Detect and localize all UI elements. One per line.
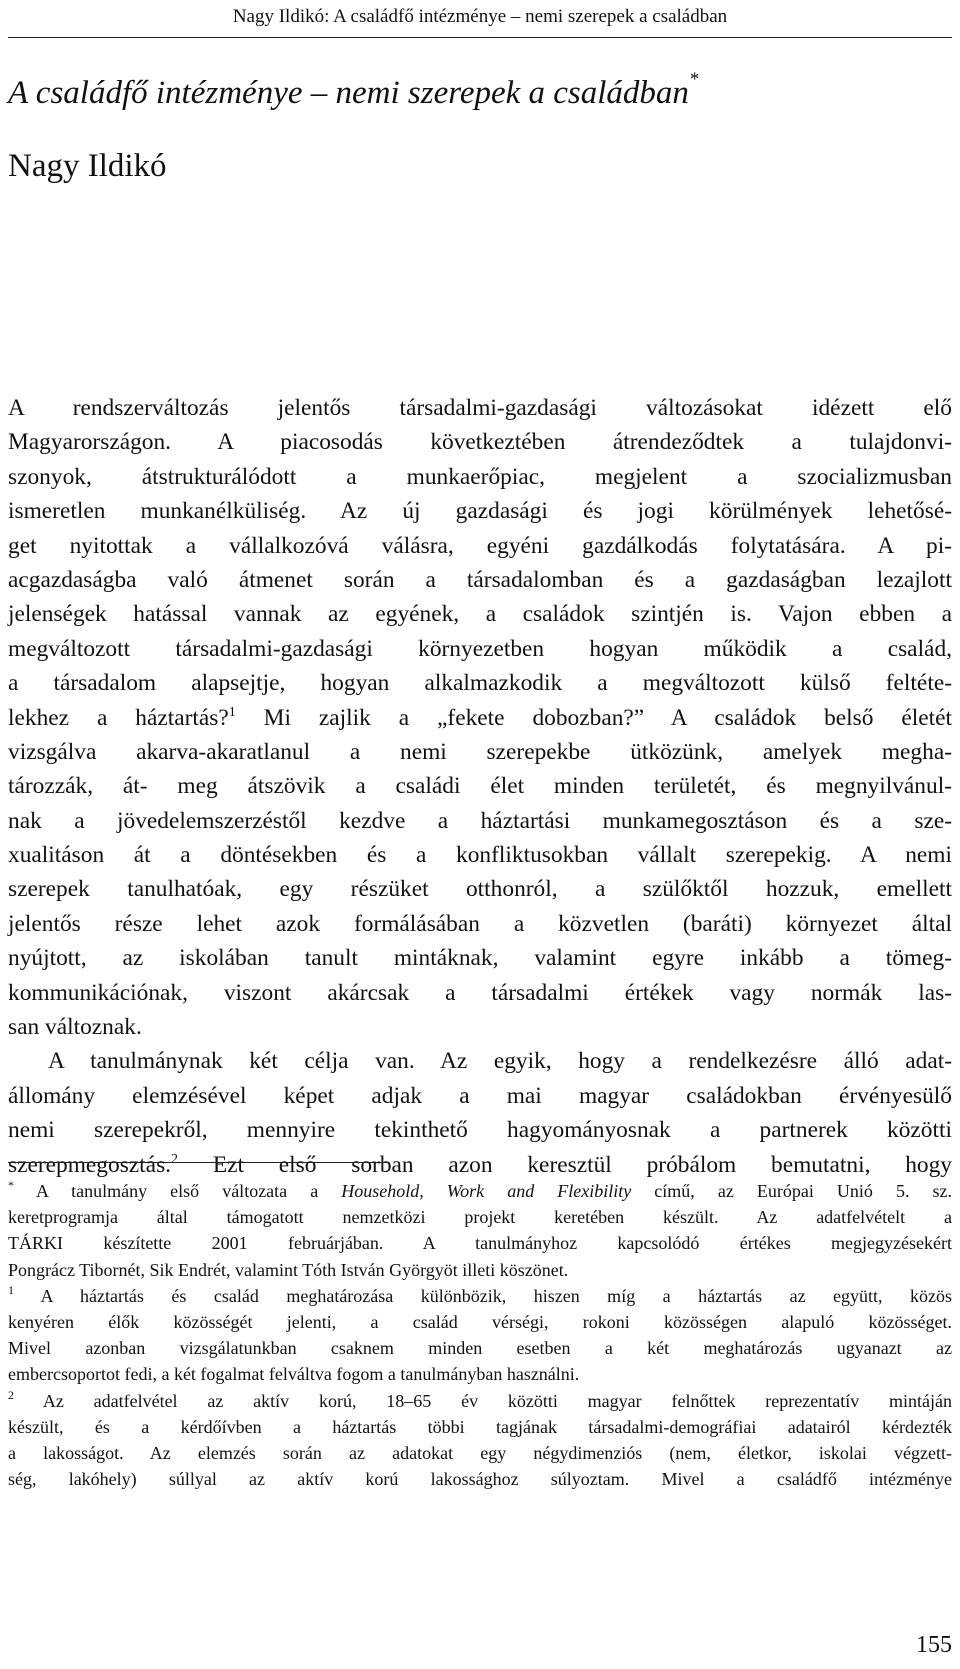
body-line: [8, 1148, 952, 1182]
footnote-italic-title: Household, Work and Flexibility: [341, 1181, 632, 1201]
footnote-ref-2[interactable]: 2: [171, 1151, 179, 1167]
body-line: A tanulmánynak két célja van. Az egyik, hogy a rendelkezésre álló adat-: [48, 1048, 952, 1075]
running-head: Nagy Ildikó: A családfő intézménye – nemi szerepek a családban: [232, 6, 728, 27]
body-line: get nyitottak a vállalkozóvá válásra, egyéni gazdálkodás folytatására. A pi-: [8, 532, 952, 559]
footnotes: [8, 1178, 952, 1492]
footnote-line: kenyéren élők közösségét jelenti, a család vérségi, rokoni közösségen alapuló közösséget.: [8, 1311, 952, 1332]
footnote-line: [8, 1283, 952, 1309]
header-rule: [8, 37, 952, 38]
footnote-marker-1: 1: [8, 1282, 14, 1297]
body-line: nemi szerepekről, mennyire tekinthető hagyományosnak a partnerek közötti: [8, 1117, 952, 1144]
body-line: vizsgálva akarva-akaratlanul a nemi szerepekbe ütközünk, amelyek megha-: [8, 738, 952, 765]
body-line: Magyarországon. A piacosodás következtében átrendeződtek a tulajdonvi-: [8, 429, 952, 456]
article-title: [8, 64, 698, 115]
body-line: nak a jövedelemszerzéstől kezdve a háztartási munkamegosztáson és a sze-: [8, 807, 952, 834]
body-line: kommunikációnak, viszont akárcsak a társadalmi értékek vagy normák las-: [8, 979, 952, 1006]
footnote-line: a lakosságot. Az elemzés során az adatokat egy négydimenziós (nem, életkor, iskolai végzett-: [8, 1442, 952, 1463]
footnote-separator: [8, 1162, 388, 1163]
footnote-line: Pongrácz Tibornét, Sik Endrét, valamint Tóth István Györgyöt illeti köszönet.: [8, 1259, 569, 1280]
body-line: jelenségek hatással vannak az egyének, a családok szintjén is. Vajon ebben a: [8, 601, 952, 628]
footnote-line: TÁRKI készítette 2001 februárjában. A tanulmányhoz kapcsolódó értékes megjegyzésekért: [8, 1233, 952, 1254]
footnote-line: [8, 1178, 952, 1204]
page-number: 155: [916, 1632, 952, 1658]
body-line: tározzák, át- meg átszövik a családi élet minden területét, és megnyilvánul-: [8, 773, 952, 800]
body-line: nyújtott, az iskolában tanult mintáknak, valamint egyre inkább a tömeg-: [8, 945, 952, 972]
body-line: xualitáson át a döntésekben és a konfliktusokban vállalt szerepekig. A nemi: [8, 842, 952, 869]
footnote-text: A háztartás és család meghatározása különbözik, hiszen míg a háztartás az együtt, közös: [14, 1285, 952, 1306]
body-line: san változnak.: [8, 1014, 142, 1041]
footnote-line: embercsoportot fedi, a két fogalmat felváltva fogom a tanulmányban használni.: [8, 1364, 580, 1385]
body-line: jelentős része lehet azok formálásában a közvetlen (baráti) környezet által: [8, 910, 952, 937]
footnote-marker-star: *: [8, 1178, 14, 1192]
article-title-text: A családfő intézménye – nemi szerepek a családban: [8, 75, 689, 111]
body-text: [8, 391, 952, 1182]
footnote-text: című, az Európai Unió 5. sz.: [631, 1181, 952, 1201]
author-name: Nagy Ildikó: [8, 148, 167, 184]
body-text-span: szerepmegosztás.: [8, 1151, 172, 1178]
body-line: szonyok, átstrukturálódott a munkaerőpiac, megjelent a szocializmusban: [8, 463, 952, 490]
footnote-line: [8, 1388, 952, 1414]
footnote-ref-1[interactable]: 1: [228, 704, 236, 720]
body-line: megváltozott társadalmi-gazdasági környezetben hogyan működik a család,: [8, 635, 952, 662]
footnote-marker-2: 2: [8, 1387, 14, 1402]
body-line: állomány elemzésével képet adjak a mai magyar családokban érvényesülő: [8, 1082, 952, 1109]
body-line: acgazdaságba való átmenet során a társadalomban és a gazdaságban lezajlott: [8, 566, 952, 593]
body-text-span: Ezt első sorban azon keresztül próbálom bemutatni, hogy: [178, 1151, 952, 1178]
body-text-span: Mi zajlik a „fekete dobozban?” A családok belső életét: [235, 704, 952, 731]
footnote-line: Mivel azonban vizsgálatunkban csaknem minden esetben a két meghatározás ugyanazt az: [8, 1338, 952, 1359]
footnote-line: keretprogramja által támogatott nemzetközi projekt keretében készült. Az adatfelvételt a: [8, 1207, 952, 1228]
body-line: a társadalom alapsejtje, hogyan alkalmazkodik a megváltozott külső feltéte-: [8, 670, 952, 697]
body-line: szerepek tanulhatóak, egy részüket otthonról, a szülőktől hozzuk, emellett: [8, 876, 952, 903]
body-text-span: lekhez a háztartás?: [8, 704, 229, 731]
body-line: A rendszerváltozás jelentős társadalmi-gazdasági változásokat idézett elő: [8, 395, 952, 421]
title-footnote-marker[interactable]: *: [688, 69, 699, 90]
body-line: ismeretlen munkanélküliség. Az új gazdasági és jogi körülmények lehetősé-: [8, 498, 952, 525]
footnote-text: Az adatfelvétel az aktív korú, 18–65 év közötti magyar felnőttek reprezentatív mintáján: [14, 1390, 952, 1411]
footnote-line: készült, és a kérdőívben a háztartás többi tagjának társadalmi-demográfiai adatairól kérdezték: [8, 1416, 952, 1437]
body-line: [8, 701, 952, 735]
footnote-line: ség, lakóhely) súllyal az aktív korú lakossághoz súlyoztam. Mivel a családfő intézménye: [8, 1469, 952, 1490]
footnote-text: A tanulmány első változata a: [14, 1181, 342, 1201]
